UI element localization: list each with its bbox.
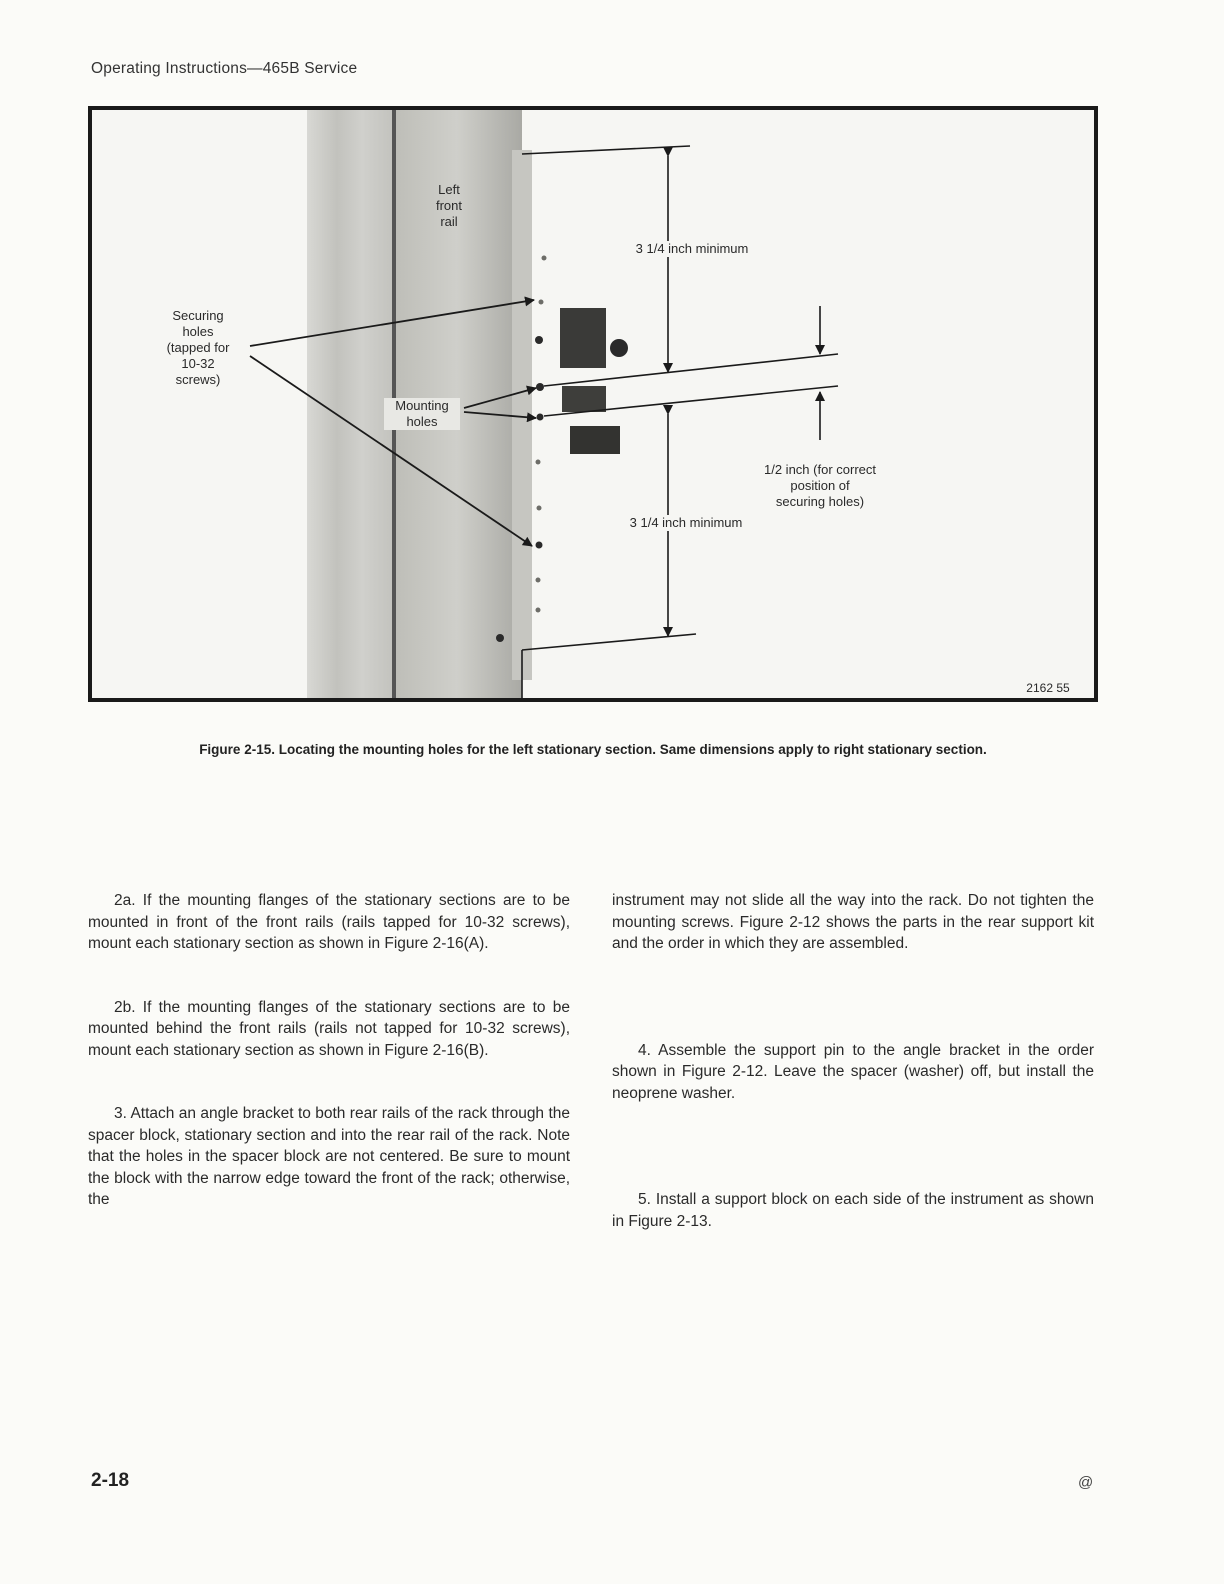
paragraph-3-continued: instrument may not slide all the way into the rack. Do not tighten the mounting screws. Figure 2-12 shows the parts in the rear support kit and the order in which they are assembled.: [612, 892, 1094, 952]
label-mounting-holes: Mounting holes: [384, 398, 460, 430]
paragraph-3: 3. Attach an angle bracket to both rear rails of the rack through the spacer block, stationary section and into the rear rail of the rack. Note that the holes in the spacer block are not centered. Be sure to mount the block with the narrow edge toward the front of the rack; otherwise, the: [88, 1105, 570, 1208]
running-head: Operating Instructions—465B Service: [91, 60, 358, 77]
figure-caption: Figure 2-15. Locating the mounting holes for the left stationary section. Same dimensions apply to right stationary section.: [199, 742, 987, 757]
bracket-screw: [610, 339, 628, 357]
figure-2-15: [88, 106, 1098, 702]
footer-mark: @: [1078, 1474, 1094, 1491]
figure-code: 2162 55: [1026, 681, 1070, 695]
right-column: [612, 890, 1094, 1232]
label-dim-half: 1/2 inch (for correct position of securing holes): [764, 462, 876, 509]
dimension-lines: [522, 146, 838, 698]
paragraph-2a: 2a. If the mounting flanges of the stationary sections are to be mounted in front of the front rails (rails tapped for 10-32 screws), mount each stationary section as shown in Figure 2-16(A).: [88, 892, 570, 952]
bracket-lower: [570, 426, 620, 454]
label-dim-top: 3 1/4 inch minimum: [612, 241, 772, 257]
label-dim-bottom: 3 1/4 inch minimum: [606, 515, 766, 531]
label-left-front-rail: Left front rail: [435, 182, 462, 229]
bracket-middle: [562, 386, 606, 412]
left-column: [88, 890, 570, 1211]
label-securing-holes: Securing holes (tapped for 10-32 screws): [166, 308, 230, 387]
rack-rail-photo: [92, 110, 1094, 698]
paragraph-4: 4. Assemble the support pin to the angle bracket in the order shown in Figure 2-12. Leave the spacer (washer) off, but install the neoprene washer.: [612, 1041, 1094, 1102]
page-number: 2-18: [91, 1470, 130, 1491]
bracket-upper: [560, 308, 606, 368]
paragraph-2b: 2b. If the mounting flanges of the stationary sections are to be mounted behind the front rails (rails not tapped for 10-32 screws), mount each stationary section as shown in Figure 2-16(B).: [88, 998, 570, 1059]
paragraph-5: 5. Install a support block on each side of the instrument as shown in Figure 2-13.: [612, 1191, 1094, 1230]
rail-flange: [512, 150, 532, 680]
